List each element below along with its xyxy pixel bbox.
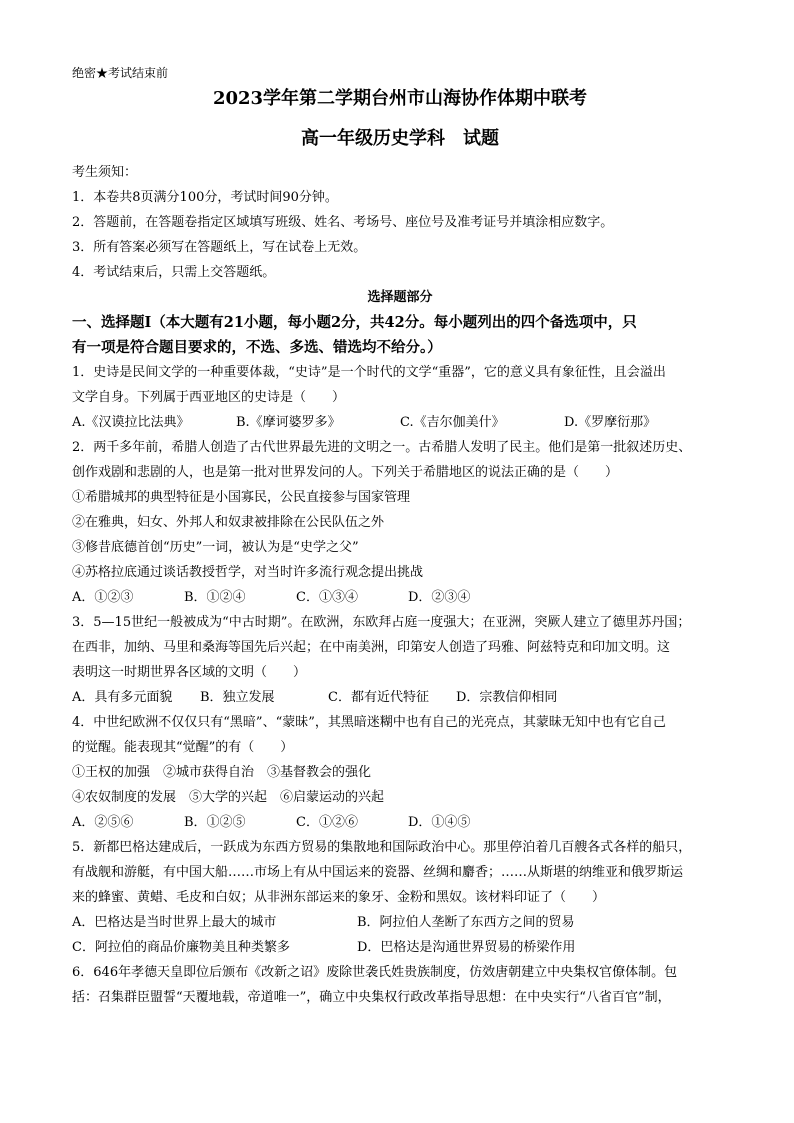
question-text: 的觉醒。能表现其“觉醒”的有（ ） xyxy=(72,740,294,755)
option-d: D．巴格达是沟通世界贸易的桥梁作用 xyxy=(357,940,576,955)
confidential-label: 绝密★考试结束前 xyxy=(72,66,169,80)
exam-page xyxy=(72,62,728,1010)
question-text: 1．史诗是民间文学的一种重要体裁，“史诗”是一个时代的文学“重器”，它的意义具有象征性，且会溢出 xyxy=(72,365,666,380)
question-4 xyxy=(72,710,728,835)
question-text: 5．新都巴格达建成后，一跃成为东西方贸易的集散地和国际政治中心。那里停泊着几百艘各式各样的船只， xyxy=(72,840,692,855)
notice-block xyxy=(72,160,728,285)
option-c: C.《吉尔伽美什》 xyxy=(400,415,505,430)
option-row xyxy=(72,585,728,610)
option-d: D.《罗摩衍那》 xyxy=(564,415,657,430)
option-c: C．①③④ xyxy=(296,590,358,605)
option-c: C．都有近代特征 xyxy=(328,690,429,705)
question-text: 2．两千多年前，希腊人创造了古代世界最先进的文明之一。古希腊人发明了民主。他们是第一批叙述历史、 xyxy=(72,440,692,455)
option-b: B．①②⑤ xyxy=(184,815,246,830)
notice-item: 2．答题前，在答题卷指定区域填写班级、姓名、考场号、座位号及准考证号并填涂相应数字。 xyxy=(72,215,614,230)
exam-title: 2023学年第二学期台州市山海协作体期中联考 xyxy=(212,88,588,109)
notice-heading: 考生须知： xyxy=(72,165,138,180)
question-text: 4．中世纪欧洲不仅仅只有“黑暗”、“蒙昧”，其黑暗迷糊中也有自己的光亮点，其蒙昧无知中也有它自己 xyxy=(72,715,666,730)
notice-item: 1．本卷共8页满分100分，考试时间90分钟。 xyxy=(72,190,338,205)
question-2 xyxy=(72,435,728,610)
option-c: C．阿拉伯的商品价廉物美且种类繁多 xyxy=(72,940,290,955)
question-text: 创作戏剧和悲剧的人，也是第一批对世界发问的人。下列关于希腊地区的说法正确的是（ ） xyxy=(72,465,619,480)
question-text: 有战舰和游艇，有中国大船……市场上有从中国运来的瓷器、丝绸和麝香；……从斯堪的纳维亚和俄罗斯运 xyxy=(72,865,684,880)
question-text: 6．646年孝德天皇即位后颁布《改新之诏》废除世袭氏姓贵族制度，仿效唐朝建立中央集权官僚体制。包 xyxy=(72,965,678,980)
option-b: B．①②④ xyxy=(184,590,246,605)
question-1 xyxy=(72,360,728,435)
option-b: B．独立发展 xyxy=(200,690,275,705)
option-row xyxy=(72,910,728,935)
option-b: B.《摩诃婆罗多》 xyxy=(236,415,341,430)
statement: ①希腊城邦的典型特征是小国寡民，公民直接参与国家管理 xyxy=(72,490,411,505)
option-d: D．②③④ xyxy=(408,590,471,605)
option-b: B．阿拉伯人垄断了东西方之间的贸易 xyxy=(357,915,575,930)
option-a: A．②⑤⑥ xyxy=(72,815,134,830)
exam-subtitle: 高一年级历史学科 试题 xyxy=(301,128,499,149)
statement: ④苏格拉底通过谈话教授哲学，对当时许多流行观念提出挑战 xyxy=(72,565,424,580)
option-row xyxy=(72,810,728,835)
option-row xyxy=(72,935,728,960)
notice-item: 3．所有答案必须写在答题纸上，写在试卷上无效。 xyxy=(72,240,367,255)
question-text: 3．5—15世纪一般被成为“中古时期”。在欧洲，东欧拜占庭一度强大；在亚洲，突厥人建立了德里苏丹国； xyxy=(72,615,691,630)
section-instruction: 有一项是符合题目要求的，不选、多选、错选均不给分。） xyxy=(72,339,442,356)
option-row xyxy=(72,685,728,710)
option-c: C．①②⑥ xyxy=(296,815,358,830)
option-d: D．①④⑤ xyxy=(408,815,471,830)
option-d: D．宗教信仰相同 xyxy=(456,690,558,705)
notice-item: 4．考试结束后，只需上交答题纸。 xyxy=(72,265,276,280)
question-text: 文学自身。下列属于西亚地区的史诗是（ ） xyxy=(72,390,346,405)
question-text: 来的蜂蜜、黄蜡、毛皮和白奴；从非洲东部运来的象牙、金粉和黑奴。该材料印证了（ ） xyxy=(72,890,606,905)
option-a: A．①②③ xyxy=(72,590,134,605)
option-a: A.《汉谟拉比法典》 xyxy=(72,415,190,430)
statement: ①王权的加强 ②城市获得自治 ③基督教会的强化 xyxy=(72,765,372,780)
question-5 xyxy=(72,835,728,960)
question-text: 在西非，加纳、马里和桑海等国先后兴起；在中南美洲，印第安人创造了玛雅、阿兹特克和印加文明。这 xyxy=(72,640,671,655)
statement: ②在雅典，妇女、外邦人和奴隶被排除在公民队伍之外 xyxy=(72,515,385,530)
question-3 xyxy=(72,610,728,710)
option-row xyxy=(72,410,728,435)
section-instruction: 一、选择题Ⅰ（本大题有21小题，每小题2分，共42分。每小题列出的四个备选项中，只 xyxy=(72,314,637,331)
statement: ③修昔底德首创“历史”一词，被认为是“史学之父” xyxy=(72,540,359,555)
statement: ④农奴制度的发展 ⑤大学的兴起 ⑥启蒙运动的兴起 xyxy=(72,790,385,805)
option-a: A．具有多元面貌 xyxy=(72,690,173,705)
question-6 xyxy=(72,960,728,1010)
option-a: A．巴格达是当时世界上最大的城市 xyxy=(72,915,277,930)
question-text: 表明这一时期世界各区域的文明（ ） xyxy=(72,665,307,680)
question-text: 括：召集群臣盟誓“天覆地载，帝道唯一”，确立中央集权行政改革指导思想：在中央实行“八省百官”制， xyxy=(72,990,671,1005)
section-title: 选择题部分 xyxy=(367,290,433,305)
